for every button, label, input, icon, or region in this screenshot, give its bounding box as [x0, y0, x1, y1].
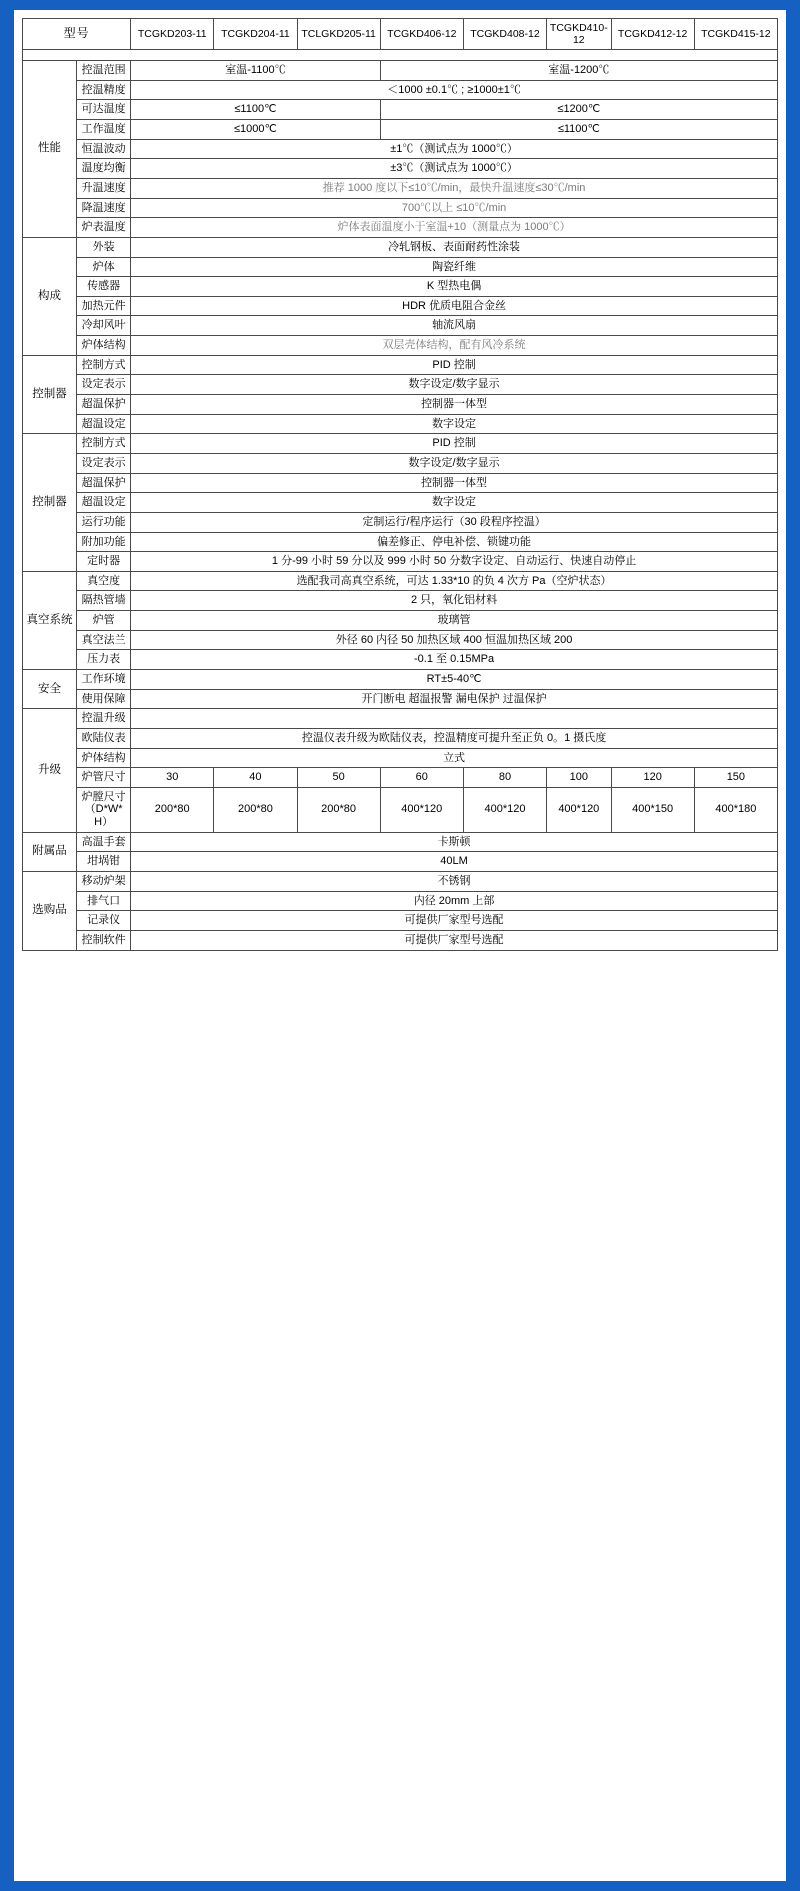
value-cell: 选配我司高真空系统，可达 1.33*10 的负 4 次方 Pa（空炉状态）: [131, 571, 778, 591]
value-cell: 偏差修正、停电补偿、锁键功能: [131, 532, 778, 552]
table-row: [23, 473, 778, 493]
value-cell: 内径 20mm 上部: [131, 891, 778, 911]
value-cell: ＜1000 ±0.1℃ ; ≥1000±1℃: [131, 80, 778, 100]
value-cell: 可提供厂家型号选配: [131, 911, 778, 931]
group-label: 真空系统: [23, 571, 77, 669]
value-cell: 数字设定/数字显示: [131, 453, 778, 473]
table-body: [23, 19, 778, 951]
group-label: 附属品: [23, 832, 77, 871]
table-row: [23, 198, 778, 218]
header-model-4: [463, 19, 546, 50]
value-cell: 200*80: [131, 787, 214, 832]
value-cell: 40: [214, 768, 297, 788]
model-text: TCGKD415-12: [701, 28, 771, 41]
table-row: [23, 852, 778, 872]
table-row: [23, 257, 778, 277]
table-row: [23, 395, 778, 415]
value-cell: 40LM: [131, 852, 778, 872]
row-label: 升温速度: [77, 178, 131, 198]
table-row: [23, 630, 778, 650]
value-cell: 控温仪表升级为欧陆仪表，控温精度可提升至正负 0。1 摄氏度: [131, 728, 778, 748]
table-row: [23, 689, 778, 709]
value-cell: 150: [694, 768, 777, 788]
row-label: 控制方式: [77, 355, 131, 375]
header-model-7: [694, 19, 777, 50]
row-label: 排气口: [77, 891, 131, 911]
row-label: 工作温度: [77, 120, 131, 140]
value-cell: 控制器一体型: [131, 473, 778, 493]
table-row: [23, 669, 778, 689]
value-cell: RT±5-40℃: [131, 669, 778, 689]
row-label: 控制方式: [77, 434, 131, 454]
header-model-0: [131, 19, 214, 50]
value-cell: 定制运行/程序运行（30 段程序控温）: [131, 512, 778, 532]
value-cell: 80: [463, 768, 546, 788]
table-row: [23, 748, 778, 768]
row-label: 炉体结构: [77, 336, 131, 356]
table-row: [23, 375, 778, 395]
group-label: 选购品: [23, 872, 77, 951]
row-label: 压力表: [77, 650, 131, 670]
table-row: [23, 178, 778, 198]
table-row: [23, 159, 778, 179]
value-cell: 120: [611, 768, 694, 788]
value-cell: HDR 优质电阻合金丝: [131, 296, 778, 316]
row-label: 超温设定: [77, 414, 131, 434]
value-cell: 400*120: [463, 787, 546, 832]
group-label: 性能: [23, 61, 77, 238]
value-cell: -0.1 至 0.15MPa: [131, 650, 778, 670]
value-cell: 200*80: [214, 787, 297, 832]
value-cell: 双层壳体结构，配有风冷系统: [131, 336, 778, 356]
row-label: 超温设定: [77, 493, 131, 513]
row-label: 真空度: [77, 571, 131, 591]
value-cell: 1 分-99 小时 59 分以及 999 小时 50 分数字设定、自动运行、快速自动停止: [131, 552, 778, 572]
row-label: 欧陆仪表: [77, 728, 131, 748]
row-label: 附加功能: [77, 532, 131, 552]
value-cell: 卡斯顿: [131, 832, 778, 852]
row-label: 设定表示: [77, 453, 131, 473]
table-row: [23, 930, 778, 950]
spacer-cell: [23, 50, 778, 61]
value-cell: ≤1100℃: [380, 120, 777, 140]
value-cell: 400*120: [380, 787, 463, 832]
row-label: 可达温度: [77, 100, 131, 120]
table-row: [23, 139, 778, 159]
row-label: 移动炉架: [77, 872, 131, 892]
table-row: [23, 911, 778, 931]
value-cell: 陶瓷纤维: [131, 257, 778, 277]
row-label: 控温精度: [77, 80, 131, 100]
value-cell: 200*80: [297, 787, 380, 832]
group-label: 升级: [23, 709, 77, 832]
value-cell: 玻璃管: [131, 611, 778, 631]
header-model-1: [214, 19, 297, 50]
value-cell: 冷轧钢板、表面耐药性涂装: [131, 237, 778, 257]
row-label: 坩埚钳: [77, 852, 131, 872]
value-cell: 数字设定: [131, 414, 778, 434]
header-model-5: [547, 19, 611, 50]
row-label: 冷却风叶: [77, 316, 131, 336]
value-cell: 室温-1100℃: [131, 61, 381, 81]
value-cell: 可提供厂家型号选配: [131, 930, 778, 950]
row-label: 加热元件: [77, 296, 131, 316]
table-row: [23, 611, 778, 631]
table-row: [23, 571, 778, 591]
table-row: [23, 100, 778, 120]
row-label: 炉体: [77, 257, 131, 277]
value-cell: ≤1000℃: [131, 120, 381, 140]
model-text: TCGKD204-11: [221, 28, 290, 41]
value-cell: 轴流风扇: [131, 316, 778, 336]
table-row: [23, 296, 778, 316]
value-cell: 100: [547, 768, 611, 788]
value-cell: 室温-1200℃: [380, 61, 777, 81]
model-text: TCGKD410-12: [549, 22, 608, 47]
value-cell: 外径 60 内径 50 加热区域 400 恒温加热区域 200: [131, 630, 778, 650]
row-label: 恒温波动: [77, 139, 131, 159]
value-cell: 2 只，氧化铝材料: [131, 591, 778, 611]
row-label: 降温速度: [77, 198, 131, 218]
value-cell: 400*180: [694, 787, 777, 832]
row-label: 温度均衡: [77, 159, 131, 179]
group-label: 安全: [23, 669, 77, 708]
row-label: 炉膛尺寸（D*W*H）: [77, 787, 131, 832]
row-label: 超温保护: [77, 473, 131, 493]
table-row: [23, 891, 778, 911]
table-row: [23, 872, 778, 892]
table-row: [23, 453, 778, 473]
table-row: [23, 832, 778, 852]
table-row: [23, 650, 778, 670]
table-row: [23, 355, 778, 375]
row-label: 炉管尺寸: [77, 768, 131, 788]
row-label: 超温保护: [77, 395, 131, 415]
row-label: 设定表示: [77, 375, 131, 395]
value-cell: ≤1200℃: [380, 100, 777, 120]
row-label: 控温范围: [77, 61, 131, 81]
table-row: [23, 493, 778, 513]
value-cell: 50: [297, 768, 380, 788]
value-cell: 数字设定: [131, 493, 778, 513]
value-cell: 控制器一体型: [131, 395, 778, 415]
row-label: 真空法兰: [77, 630, 131, 650]
table-row: [23, 709, 778, 729]
table-row: [23, 316, 778, 336]
table-row: [23, 237, 778, 257]
group-label: 控制器: [23, 355, 77, 434]
row-label: 炉表温度: [77, 218, 131, 238]
row-label: 炉体结构: [77, 748, 131, 768]
table-row: [23, 728, 778, 748]
value-cell: 立式: [131, 748, 778, 768]
value-cell: 700℃以上 ≤10℃/min: [131, 198, 778, 218]
value-cell: ≤1100℃: [131, 100, 381, 120]
value-cell: 开门断电 超温报警 漏电保护 过温保护: [131, 689, 778, 709]
row-label: 隔热管墙: [77, 591, 131, 611]
spacer-row: [23, 50, 778, 61]
row-label: 定时器: [77, 552, 131, 572]
table-row: [23, 512, 778, 532]
table-row: [23, 532, 778, 552]
table-row: [23, 277, 778, 297]
row-label: 记录仪: [77, 911, 131, 931]
value-cell: ±3℃（测试点为 1000℃）: [131, 159, 778, 179]
table-row: [23, 434, 778, 454]
value-cell: PID 控制: [131, 355, 778, 375]
value-cell: K 型热电偶: [131, 277, 778, 297]
model-text: TCGKD203-11: [137, 28, 207, 41]
row-label: 外装: [77, 237, 131, 257]
value-cell: 30: [131, 768, 214, 788]
header-model-2: [297, 19, 380, 50]
group-label: 构成: [23, 237, 77, 355]
spec-sheet: [14, 10, 786, 1881]
model-text: TCGKD408-12: [470, 28, 540, 41]
table-row: [23, 414, 778, 434]
model-text: TCGKD406-12: [387, 28, 457, 41]
value-cell: 推荐 1000 度以下≤10℃/min，最快升温速度≤30℃/min: [131, 178, 778, 198]
value-cell: 400*150: [611, 787, 694, 832]
table-row: [23, 80, 778, 100]
table-row: [23, 218, 778, 238]
row-label: 控制软件: [77, 930, 131, 950]
table-row: [23, 591, 778, 611]
value-cell: 炉体表面温度小于室温+10（测量点为 1000℃）: [131, 218, 778, 238]
row-label: 运行功能: [77, 512, 131, 532]
value-cell: PID 控制: [131, 434, 778, 454]
group-label: 控制器: [23, 434, 77, 571]
table-row: [23, 61, 778, 81]
value-cell: 数字设定/数字显示: [131, 375, 778, 395]
row-label: 控温升级: [77, 709, 131, 729]
value-cell: ±1℃（测试点为 1000℃）: [131, 139, 778, 159]
row-label: 炉管: [77, 611, 131, 631]
header-model-label: 型号: [23, 19, 131, 50]
value-cell: 400*120: [547, 787, 611, 832]
table-row: [23, 120, 778, 140]
specification-table: [22, 18, 778, 951]
row-label: 高温手套: [77, 832, 131, 852]
table-row: [23, 787, 778, 832]
model-text: TCLGKD205-11: [301, 28, 376, 41]
row-label: 传感器: [77, 277, 131, 297]
table-row: [23, 552, 778, 572]
header-model-6: [611, 19, 694, 50]
value-cell: 60: [380, 768, 463, 788]
value-cell: 不锈钢: [131, 872, 778, 892]
table-row: [23, 336, 778, 356]
header-model-3: [380, 19, 463, 50]
value-cell: [131, 709, 778, 729]
row-label: 使用保障: [77, 689, 131, 709]
model-text: TCGKD412-12: [617, 28, 688, 41]
table-header-row: [23, 19, 778, 50]
table-row: [23, 768, 778, 788]
row-label: 工作环境: [77, 669, 131, 689]
